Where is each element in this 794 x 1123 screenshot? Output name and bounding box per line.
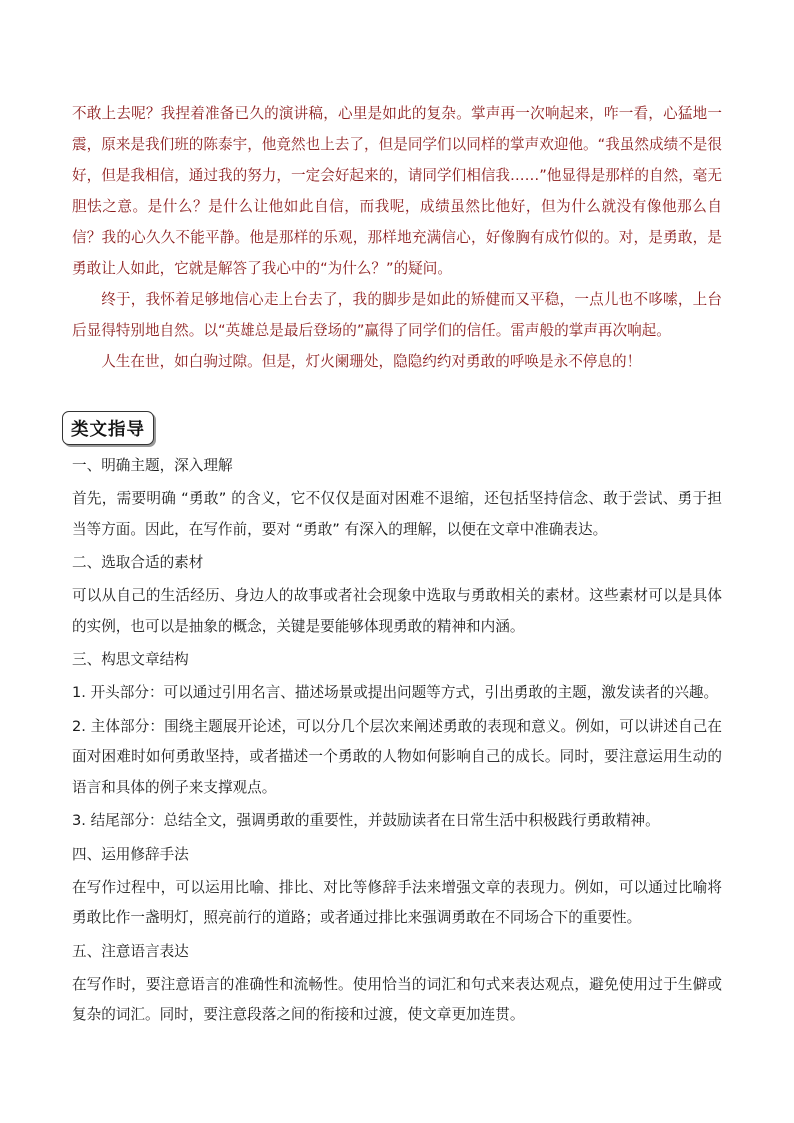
writing-guide [72,451,722,1031]
essay-paragraph: 人生在世，如白驹过隙。但是，灯火阑珊处，隐隐约约对勇敢的呼唤是永不停息的！ [101,353,642,370]
guide-list-item: 3. 结尾部分：总结全文，强调勇敢的重要性，并鼓励读者在日常生活中积极践行勇敢精神。 [72,812,660,829]
guide-heading: 五、注意语言表达 [72,942,189,960]
section-title-badge: 类文指导 [62,411,154,445]
guide-heading: 二、选取合适的素材 [72,554,204,571]
guide-heading: 一、明确主题，深入理解 [72,457,233,474]
guide-paragraph: 在写作过程中，可以运用比喻、排比、对比等修辞手法来增强文章的表现力。例如，可以通过比喻将勇敢比作一盏明灯，照亮前行的道路；或者通过排比来强调勇敢在不同场合下的重要性。 [72,878,722,926]
guide-heading: 三、构思文章结构 [72,651,189,668]
guide-paragraph: 在写作时，要注意语言的准确性和流畅性。使用恰当的词汇和句式来表达观点，避免使用过于生僻或复杂的词汇。同时，要注意段落之间的衔接和过渡，使文章更加连贯。 [72,975,722,1023]
guide-paragraph: 首先，需要明确 “勇敢” 的含义，它不仅仅是面对困难不退缩，还包括坚持信念、敢于尝试、勇于担当等方面。因此，在写作前，要对 “勇敢” 有深入的理解，以便在文章中准确表达。 [72,490,722,538]
essay-excerpt [72,98,722,377]
guide-list-item: 2. 主体部分：围绕主题展开论述，可以分几个层次来阐述勇敢的表现和意义。例如，可以讲述自己在面对困难时如何勇敢坚持，或者描述一个勇敢的人物如何影响自己的成长。同时，要注意运用生动的语言和具体的例子来支撑观点。 [72,717,722,796]
essay-paragraph: 终于，我怀着足够地信心走上台去了，我的脚步是如此的矫健而又平稳，一点儿也不哆嗦，上台后显得特别地自然。以“英雄总是最后登场的”赢得了同学们的信任。雷声般的掌声再次响起。 [72,291,722,339]
guide-list-item: 1. 开头部分：可以通过引用名言、描述场景或提出问题等方式，引出勇敢的主题，激发读者的兴趣。 [72,684,719,701]
guide-heading: 四、运用修辞手法 [72,845,189,863]
guide-paragraph: 可以从自己的生活经历、身边人的故事或者社会现象中选取与勇敢相关的素材。这些素材可以是具体的实例，也可以是抽象的概念，关键是要能够体现勇敢的精神和内涵。 [72,587,722,635]
essay-paragraph: 不敢上去呢？我捏着准备已久的演讲稿，心里是如此的复杂。掌声再一次响起来，咋一看，心猛地一震，原来是我们班的陈泰宇，他竟然也上去了，但是同学们以同样的掌声欢迎他。“我虽然成绩不是很好，但是我相信，通过我的努力，一定会好起来的，请同学们相信我……”他显得是那样的自然，毫无胆怯之意。是什么？是什么让他如此自信，而我呢，成绩虽然比他好，但为什么就没有像他那么自信？我的心久久不能平静。他是那样的乐观，那样地充满信心，好像胸有成竹似的。对，是勇敢，是勇敢让人如此，它就是解答了我心中的“为什么？”的疑问。 [72,105,722,277]
